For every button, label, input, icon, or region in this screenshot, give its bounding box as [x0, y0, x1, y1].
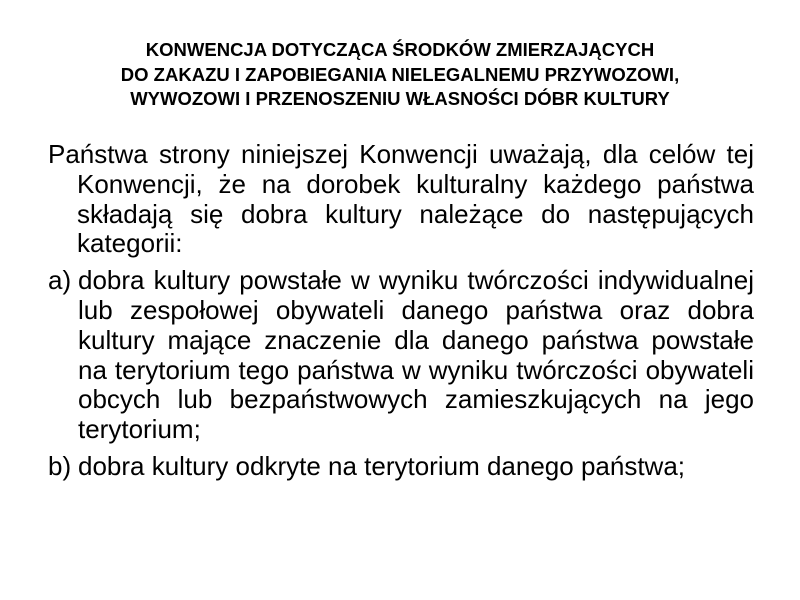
list-item-b	[48, 452, 754, 482]
intro-paragraph: Państwa strony niniejszej Konwencji uważają, dla celów tej Konwencji, że na dorobek kulturalny każdego państwa składają się dobra kultury należące do następujących kategorii:	[48, 139, 754, 259]
list-item-a	[48, 266, 754, 445]
slide-title	[40, 38, 760, 112]
title-line-2: DO ZAKAZU I ZAPOBIEGANIA NIELEGALNEMU PRZYWOZOWI,	[120, 63, 680, 85]
slide-body	[48, 140, 754, 489]
list-item-text: dobra kultury powstałe w wyniku twórczości indywidualnej lub zespołowej obywateli danego państwa oraz dobra kultury mające znaczenie dla danego państwa powstałe na terytorium tego państwa w wyniku twórczości obywateli obcych lub bezpaństwowych zamieszkujących na jego terytorium;	[78, 265, 754, 445]
title-line-1: KONWENCJA DOTYCZĄCA ŚRODKÓW ZMIERZAJĄCYCH	[145, 39, 655, 60]
list-item-marker: b)	[48, 450, 72, 481]
list-item-text: dobra kultury odkryte na terytorium danego państwa;	[78, 450, 686, 481]
list-item-marker: a)	[48, 265, 72, 296]
title-line-3: WYWOZOWI I PRZENOSZENIU WŁASNOŚCI DÓBR KULTURY	[130, 88, 670, 109]
